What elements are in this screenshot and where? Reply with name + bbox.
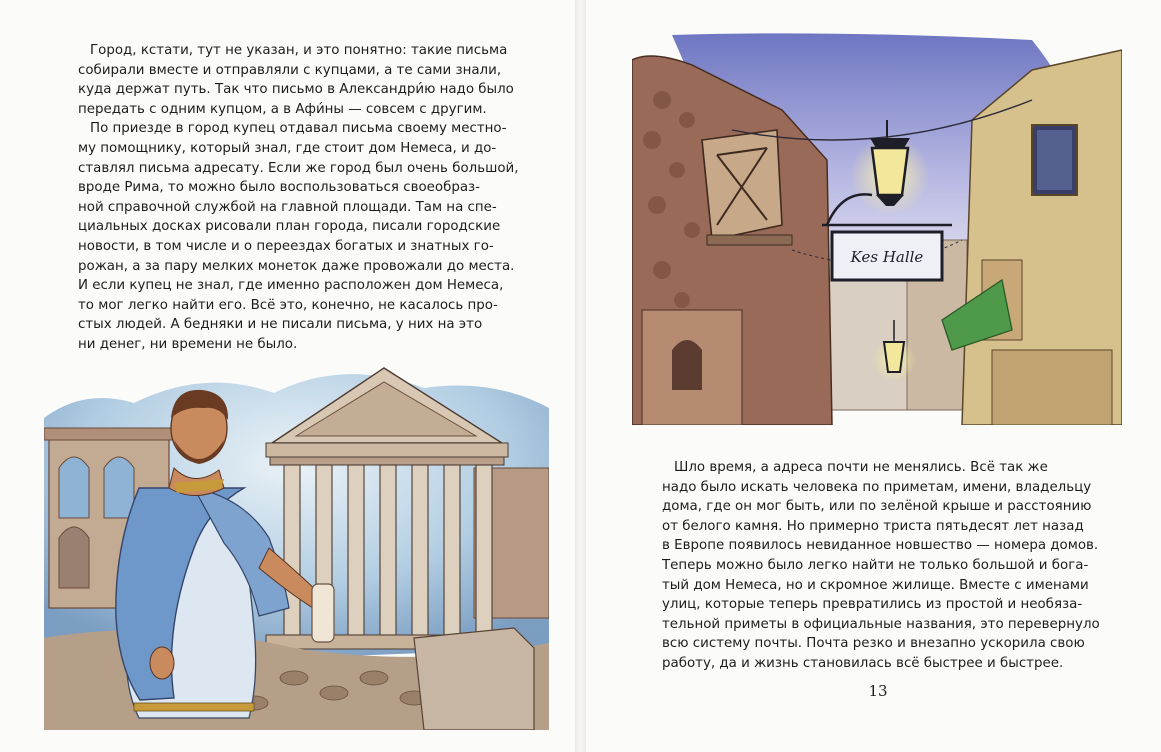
text-line: улиц, которые теперь превратились из простой и необяза- [662, 597, 1083, 613]
text-line: рожан, а за пару мелких монеток даже провожали до места. [78, 258, 515, 274]
text-line: всю систему почты. Почта резко и внезапно ускорила свою [662, 636, 1085, 652]
text-line: Теперь можно было легко найти не только большой и бога- [662, 557, 1089, 573]
street-with-lantern-and-sign-illustration [632, 30, 1122, 425]
text-line: му помощнику, который знал, где стоит дом Немеса, и до- [78, 140, 497, 156]
text-line: передать с одним купцом, а в Афи́ны — совсем с другим. [78, 101, 487, 117]
page-number: 13 [868, 682, 888, 700]
text-line: дома, где он мог быть, или по зелёной крыше и расстоянию [662, 499, 1092, 515]
book-gutter [575, 0, 586, 752]
text-line: куда держат путь. Так что письмо в Александри́ю надо было [78, 82, 514, 98]
text-line: ной справочной службой на главной площади. Там на спе- [78, 199, 497, 215]
hanging-sign-text: Kes Halle [850, 248, 924, 266]
left-page-text [78, 41, 522, 355]
text-line: новости, в том числе и о переездах богатых и знатных го- [78, 238, 494, 254]
text-line: стых людей. А бедняки и не писали письма, у них на это [78, 317, 483, 333]
text-line: то мог легко найти его. Всё это, конечно, не касалось про- [78, 297, 498, 313]
text-line: надо было искать человека по приметам, имени, владельцу [662, 479, 1092, 495]
text-line: ставлял письма адресату. Если же город был очень большой, [78, 160, 519, 176]
text-line: Шло время, а адреса почти не менялись. Всё так же [674, 460, 1048, 475]
text-line: тельной приметы в официальные названия, это перевернуло [662, 616, 1100, 632]
text-line: тый дом Немеса, но и скромное жилище. Вместе с именами [662, 577, 1089, 593]
text-line: ни денег, ни времени не было. [78, 336, 298, 352]
right-page-text [662, 458, 1098, 674]
text-line: от белого камня. Но примерно триста пятьдесят лет назад [662, 518, 1084, 534]
text-line: вроде Рима, то можно было воспользоваться своеобраз- [78, 180, 481, 196]
text-line: Город, кстати, тут не указан, и это понятно: такие письма [90, 43, 508, 58]
text-line: По приезде в город купец отдавал письма своему местно- [90, 121, 507, 137]
text-line: циальных досках рисовали план города, писали городские [78, 219, 501, 235]
roman-man-with-scroll-illustration [44, 348, 549, 730]
text-line: работу, да и жизнь становилась всё быстрее и быстрее. [662, 655, 1064, 671]
text-line: собирали вместе и отправляли с купцами, а те сами знали, [78, 62, 502, 78]
text-line: И если купец не знал, где именно расположен дом Немеса, [78, 278, 504, 294]
text-line: в Европе появилось невиданное новшество — номера домов. [662, 538, 1099, 554]
